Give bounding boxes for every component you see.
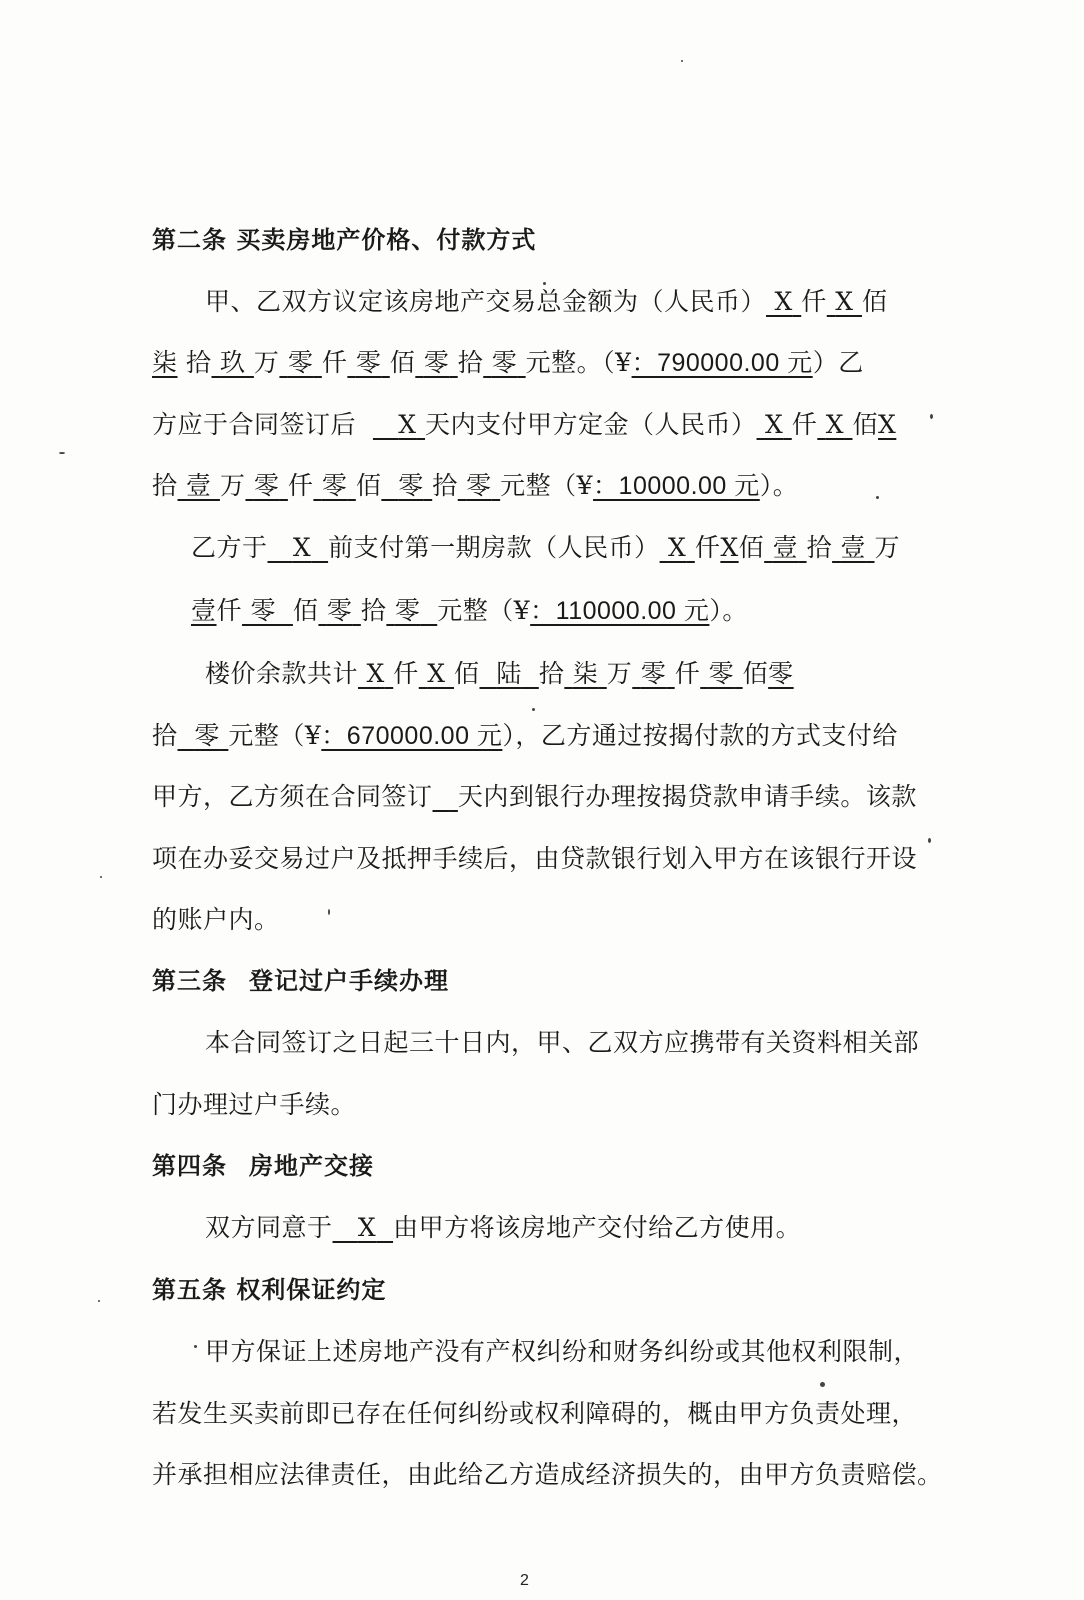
amount-deposit: ：10000.00 元	[593, 472, 760, 500]
article-title: 登记过户手续办理	[249, 967, 449, 995]
filled-blank: 零	[708, 659, 735, 688]
filled-blank: 零	[394, 596, 421, 625]
filled-blank: X	[668, 533, 687, 562]
art2-line-9	[152, 780, 917, 814]
text: 方应于合同签订后	[152, 410, 357, 439]
text: 拾	[152, 721, 178, 750]
filled-blank: X	[835, 287, 854, 316]
filled-blank: 零	[423, 348, 450, 377]
art2-line-5	[191, 531, 900, 565]
filled-blank: X	[357, 1213, 377, 1242]
filled-blank: 柒	[572, 659, 599, 688]
empty-blank	[433, 782, 458, 811]
text: 并承担相应法律责任，由此给乙方造成经济损失的，由甲方负责赔偿。	[152, 1460, 943, 1489]
text: 楼价余款共计	[205, 659, 359, 688]
art5-line-2	[152, 1397, 917, 1431]
text: 佰	[292, 596, 319, 625]
filled-blank: 零	[194, 721, 220, 750]
filled-blank: 零	[326, 596, 353, 625]
text: 天内到银行办理按揭贷款申请手续。该款	[457, 782, 917, 811]
filled-blank: 零	[640, 659, 667, 688]
amount-total: ：790000.00 元	[631, 349, 813, 377]
art5-line-1	[205, 1335, 919, 1369]
text: 乙方于	[191, 533, 268, 562]
scan-speck	[98, 1300, 100, 1302]
art2-line-8	[152, 719, 898, 753]
text: 仟	[801, 287, 827, 316]
text: 甲方保证上述房地产没有产权纠纷和财务纠纷或其他权利限制，	[205, 1337, 920, 1366]
text: 拾	[152, 471, 178, 500]
filled-blank: 壹	[840, 533, 867, 562]
scan-speck	[100, 876, 102, 878]
text: 元整。（¥	[525, 348, 632, 377]
text: 拾	[185, 348, 212, 377]
article-number: 第五条	[152, 1276, 227, 1304]
text: 双方同意于	[205, 1213, 333, 1242]
article-title: 房地产交接	[249, 1152, 374, 1180]
text: ）。	[759, 471, 799, 500]
filled-blank: X	[825, 410, 845, 439]
art2-line-1	[205, 285, 887, 319]
scan-speck	[59, 452, 65, 454]
amount-balance: ：670000.00 元	[321, 722, 503, 750]
article-3-heading	[152, 964, 449, 998]
text: 拾	[432, 471, 458, 500]
art2-line-7	[205, 657, 794, 691]
article-2-heading-text: 第二条 买卖房地产价格、付款方式	[152, 226, 537, 254]
text: 元整（¥	[500, 471, 594, 500]
text: ），乙方通过按揭付款的方式支付给	[502, 721, 898, 750]
art2-line-3	[152, 408, 896, 442]
page-number-text: 2	[520, 1572, 529, 1589]
text: 佰	[453, 659, 480, 688]
text: 万	[219, 471, 246, 500]
text: 佰	[389, 348, 416, 377]
art2-line-6	[191, 594, 748, 628]
text: 的账户内。	[152, 905, 280, 934]
art2-line-2	[152, 346, 864, 380]
text: 仟	[694, 533, 721, 562]
article-number: 第四条	[152, 1152, 227, 1180]
text: 元整（¥	[437, 596, 531, 625]
scan-speck	[876, 496, 879, 499]
text: ）乙	[812, 348, 864, 377]
art3-line-1	[205, 1026, 919, 1060]
filled-blank: 零	[466, 471, 492, 500]
article-4-heading	[152, 1149, 374, 1183]
scan-speck	[194, 1345, 197, 1348]
text: 拾	[538, 659, 565, 688]
text: 万	[253, 348, 280, 377]
filled-blank: 零	[321, 471, 348, 500]
scan-speck	[328, 909, 330, 915]
filled-blank: 零	[398, 471, 424, 500]
filled-blank: X	[427, 659, 446, 688]
text: 佰	[852, 410, 879, 439]
text: 由甲方将该房地产交付给乙方使用。	[393, 1213, 802, 1242]
text: 万	[606, 659, 633, 688]
scan-speck	[928, 838, 931, 843]
text: 甲方，乙方须在合同签订	[152, 782, 433, 811]
text: 仟	[791, 410, 818, 439]
filled-blank: 陆	[496, 659, 522, 688]
page-number	[520, 1572, 529, 1590]
text: 仟	[216, 596, 243, 625]
filled-blank: 零	[253, 471, 280, 500]
scan-speck	[532, 708, 535, 711]
text: 佰	[355, 471, 382, 500]
filled-blank: 壹	[191, 596, 217, 625]
article-title: 权利保证约定	[236, 1276, 387, 1304]
text: 万	[874, 533, 901, 562]
text: 元整（¥	[228, 721, 322, 750]
filled-blank: 零	[287, 348, 314, 377]
text: 甲、乙双方议定该房地产交易总金额为（人民币）	[205, 287, 767, 316]
filled-blank: X	[720, 533, 739, 562]
filled-blank: 零	[250, 596, 276, 625]
filled-blank: 零	[355, 348, 382, 377]
text: 佰	[742, 659, 769, 688]
text: 拾	[806, 533, 833, 562]
text: ）。	[709, 596, 748, 625]
article-2-heading	[152, 223, 536, 257]
text: 项在办妥交易过户及抵押手续后，由贷款银行划入甲方在该银行开设	[152, 844, 918, 873]
filled-blank: X	[765, 410, 784, 439]
filled-blank: 柒	[152, 348, 178, 377]
text: 若发生买卖前即已存在任何纠纷或权利障碍的，概由甲方负责处理，	[152, 1399, 918, 1428]
filled-blank: X	[366, 659, 385, 688]
scan-speck	[930, 414, 933, 419]
text: 本合同签订之日起三十日内，甲、乙双方应携带有关资料相关部	[205, 1028, 920, 1057]
text: 拾	[457, 348, 484, 377]
scan-speck	[820, 1382, 825, 1387]
scan-speck	[681, 60, 683, 62]
text: 仟	[287, 471, 314, 500]
art3-line-2	[152, 1088, 356, 1122]
art2-line-11	[152, 903, 280, 937]
text: 仟	[321, 348, 348, 377]
filled-blank: 零	[491, 348, 518, 377]
scan-speck	[543, 282, 546, 285]
filled-blank: 玖	[219, 348, 246, 377]
article-number: 第三条	[152, 967, 227, 995]
filled-blank: 壹	[772, 533, 799, 562]
text: 佰	[861, 287, 888, 316]
text: 仟	[674, 659, 701, 688]
filled-blank: 壹	[185, 471, 212, 500]
filled-blank: X	[292, 533, 312, 562]
text: 天内支付甲方定金（人民币）	[425, 410, 757, 439]
art4-line-1	[205, 1211, 801, 1245]
text: 拾	[360, 596, 387, 625]
filled-blank: X	[774, 287, 793, 316]
filled-blank: X	[878, 410, 897, 439]
article-5-heading	[152, 1273, 386, 1307]
filled-blank: 零	[768, 659, 794, 688]
text: 仟	[393, 659, 419, 688]
text: 前支付第一期房款（人民币）	[328, 533, 660, 562]
art2-line-4	[152, 469, 798, 503]
art2-line-10	[152, 842, 917, 876]
text: 门办理过户手续。	[152, 1090, 357, 1119]
amount-first-payment: ：110000.00 元	[530, 597, 710, 625]
filled-blank: X	[398, 410, 417, 439]
art5-line-3	[152, 1458, 943, 1492]
text: 佰	[738, 533, 765, 562]
